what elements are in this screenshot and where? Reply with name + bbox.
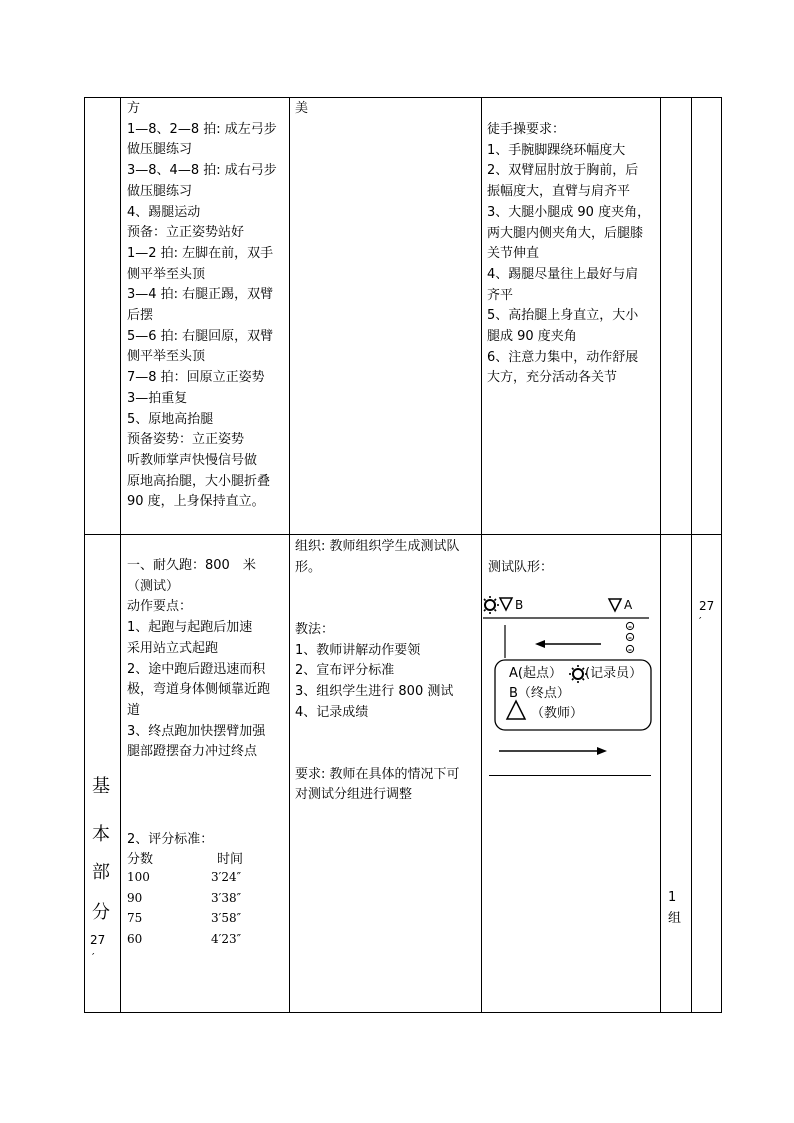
text-line: 2、宣布评分标准 xyxy=(295,663,395,679)
text-line: 道 xyxy=(127,702,141,718)
text-line: 对测试分组进行调整 xyxy=(295,787,413,803)
text-line: 做压腿练习 xyxy=(127,183,193,199)
top-exercise-content xyxy=(127,99,277,513)
test-organization-content xyxy=(295,537,460,806)
text-line: 1—8、2—8 拍: 成左弓步 xyxy=(127,121,277,137)
table-top-border xyxy=(84,97,722,98)
table-left-border xyxy=(84,97,85,1013)
text-line: 3—4 拍: 右腿正踢，双臂 xyxy=(127,287,274,303)
text-line: （测试） xyxy=(127,578,180,594)
teacher-label: （教师） xyxy=(531,706,584,721)
text-line: 1、手腕脚踝绕环幅度大 xyxy=(487,142,626,158)
column-divider-5 xyxy=(691,97,692,1013)
criteria-header-time: 时间 xyxy=(217,852,244,867)
text-line: 4、踢腿运动 xyxy=(127,204,201,220)
activity-time xyxy=(699,598,714,630)
arrow-left-icon xyxy=(535,640,601,648)
text-line: 90 度，上身保持直立。 xyxy=(127,494,265,510)
marker-b-label: B xyxy=(515,598,524,612)
text-line: 7—8 拍：回原立正姿势 xyxy=(127,370,265,386)
criteria-header xyxy=(127,848,244,867)
text-line: 腿部蹬摆奋力冲过终点 xyxy=(127,744,258,760)
text-line: 3、大腿小腿成 90 度夹角， xyxy=(487,204,651,220)
table-row xyxy=(127,911,242,925)
section-time-mark: ′ xyxy=(92,951,95,964)
section-time: 27 xyxy=(90,933,106,947)
activity-time-value: 27 xyxy=(699,599,715,613)
text-line: 教法： xyxy=(295,621,335,637)
text-line: 侧平举至头顶 xyxy=(127,266,206,282)
top-organization-content xyxy=(295,99,308,120)
column-divider-2 xyxy=(289,97,290,1013)
text-line: 预备姿势：立正姿势 xyxy=(127,432,245,448)
text-line: 方 xyxy=(127,101,141,116)
recorder-label: (记录员） xyxy=(585,666,643,681)
text-line: 4、踢腿尽量往上最好与肩 xyxy=(487,266,639,282)
section-label-char: 分 xyxy=(92,902,110,923)
text-line: 齐平 xyxy=(487,287,514,303)
text-line xyxy=(295,723,460,744)
top-requirements-content xyxy=(487,120,650,389)
text-line: 3、终点跑加快摆臂加强 xyxy=(127,723,266,739)
row-divider xyxy=(84,534,722,535)
criteria-score: 75 xyxy=(127,911,143,925)
text-line: 组织: 教师组织学生成测试队 xyxy=(295,539,460,554)
text-line: 3—拍重复 xyxy=(127,390,188,406)
section-label-char: 基 xyxy=(92,776,110,797)
column-divider-3 xyxy=(481,97,482,1013)
teacher-triangle-icon xyxy=(507,701,525,719)
group-count xyxy=(668,888,681,929)
text-line: 徒手操要求： xyxy=(487,122,566,137)
column-divider-4 xyxy=(660,97,661,1013)
text-line: 3、组织学生进行 800 测试 xyxy=(295,683,454,699)
criteria-time: 4′23″ xyxy=(211,932,242,946)
criteria-header-score: 分数 xyxy=(127,852,154,867)
text-line: 5、高抬腿上身直立，大小 xyxy=(487,308,639,324)
text-line: 5、原地高抬腿 xyxy=(127,411,214,427)
table-bottom-border xyxy=(84,1012,722,1013)
text-line: 做压腿练习 xyxy=(127,142,193,158)
text-line: 要求: 教师在具体的情况下可 xyxy=(295,766,460,782)
text-line: 两大腿内侧夹角大，后腿膝 xyxy=(487,225,644,241)
text-line xyxy=(295,744,460,765)
text-line xyxy=(295,599,460,620)
text-line: 腿成 90 度夹角 xyxy=(487,329,577,345)
endurance-run-content xyxy=(127,556,270,763)
text-line: 1、起跑与起跑后加速 xyxy=(127,620,253,636)
table-row xyxy=(127,932,242,946)
text-line: 2、途中跑后蹬迅速而积 xyxy=(127,661,266,677)
criteria-time: 3′24″ xyxy=(211,870,242,884)
criteria-score: 60 xyxy=(127,932,143,946)
test-formation-diagram xyxy=(483,590,659,770)
text-line: 预备：立正姿势站好 xyxy=(127,225,245,241)
track-bottom-line xyxy=(489,775,651,776)
arrow-right-icon xyxy=(499,747,607,755)
table-right-border xyxy=(721,97,722,1013)
text-line: 6、注意力集中，动作舒展 xyxy=(487,349,639,365)
marker-b-triangle xyxy=(500,598,512,610)
text-line: 动作要点： xyxy=(127,599,193,615)
table-row xyxy=(127,870,242,884)
recorder-sun-icon xyxy=(483,596,499,614)
text-line: 振幅度大，直臂与肩齐平 xyxy=(487,184,631,200)
criteria-score: 100 xyxy=(127,870,150,884)
text-line: 采用站立式起跑 xyxy=(127,640,219,656)
text-line: 关节伸直 xyxy=(487,246,540,262)
text-line: 后摆 xyxy=(127,308,154,324)
text-line: 形。 xyxy=(295,559,322,575)
text-line: 听教师掌声快慢信号做 xyxy=(127,452,258,468)
start-label: A(起点） xyxy=(509,666,562,681)
text-line: 5—6 拍: 右腿回原，双臂 xyxy=(127,328,274,344)
text-line: 极，弯道身体侧倾靠近跑 xyxy=(127,682,271,698)
marker-a-triangle xyxy=(609,599,621,611)
runner-icons xyxy=(626,622,633,652)
section-label-char: 本 xyxy=(92,824,110,845)
text-line: 3—8、4—8 拍: 成右弓步 xyxy=(127,163,277,179)
text-line: 大方，充分活动各关节 xyxy=(487,370,618,386)
section-label-char: 部 xyxy=(92,862,110,883)
criteria-time: 3′38″ xyxy=(211,891,242,905)
marker-a-label: A xyxy=(624,598,633,612)
text-line: 侧平举至头顶 xyxy=(127,349,206,365)
text-line: 1—2 拍: 左脚在前，双手 xyxy=(127,245,274,261)
table-row xyxy=(127,891,242,905)
finish-label: B（终点） xyxy=(509,686,570,701)
text-line: 原地高抬腿，大小腿折叠 xyxy=(127,473,271,489)
text-line: 1、教师讲解动作要领 xyxy=(295,642,421,658)
criteria-time: 3′58″ xyxy=(211,911,242,925)
activity-time-mark: ′ xyxy=(699,615,702,628)
criteria-score: 90 xyxy=(127,891,143,905)
group-number: 1 xyxy=(668,890,677,905)
column-divider-1 xyxy=(120,97,121,1013)
formation-title: 测试队形： xyxy=(488,560,554,575)
text-line: 2、双臂屈肘放于胸前，后 xyxy=(487,163,639,179)
criteria-title: 2、评分标准： xyxy=(127,832,214,847)
text-line: 4、记录成绩 xyxy=(295,704,369,720)
text-line xyxy=(295,578,460,599)
text-line: 一、耐久跑：800 米 xyxy=(127,558,256,573)
text-line: 美 xyxy=(295,101,309,116)
group-unit: 组 xyxy=(668,910,682,926)
